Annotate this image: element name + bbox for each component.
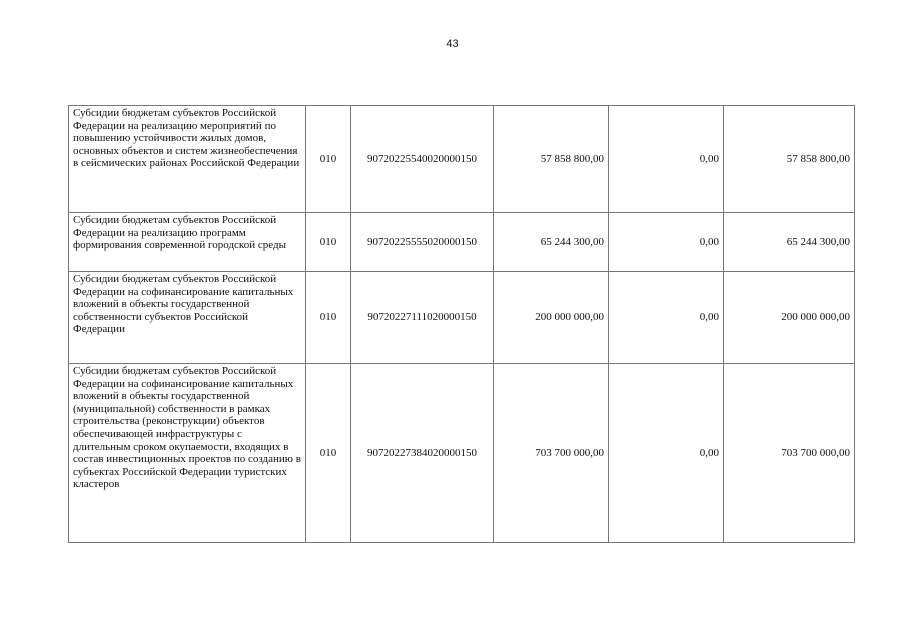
row-amount: 57 858 800,00: [494, 106, 609, 213]
row-amount: 65 244 300,00: [494, 213, 609, 272]
row-total: 57 858 800,00: [724, 106, 855, 213]
row-name: Субсидии бюджетам субъектов Российской Федерации на софинансирование капитальных вложений в объекты государственной собственности субъектов Российской Федерации: [69, 272, 306, 364]
row-change: 0,00: [609, 272, 724, 364]
row-change: 0,00: [609, 364, 724, 543]
table-row: [69, 106, 855, 213]
row-change: 0,00: [609, 106, 724, 213]
row-kbk: 90720225540020000150: [351, 106, 494, 213]
row-total: 703 700 000,00: [724, 364, 855, 543]
row-name: Субсидии бюджетам субъектов Российской Федерации на реализацию мероприятий по повышению устойчивости жилых домов, основных объектов и систем жизнеобеспечения в сейсмических районах Российской Федерации: [69, 106, 306, 213]
row-code: 010: [306, 364, 351, 543]
row-code: 010: [306, 272, 351, 364]
row-change: 0,00: [609, 213, 724, 272]
table-row: [69, 272, 855, 364]
row-total: 200 000 000,00: [724, 272, 855, 364]
row-amount: 703 700 000,00: [494, 364, 609, 543]
row-kbk: 90720227111020000150: [351, 272, 494, 364]
table-row: [69, 213, 855, 272]
row-name: Субсидии бюджетам субъектов Российской Федерации на реализацию программ формирования современной городской среды: [69, 213, 306, 272]
row-total: 65 244 300,00: [724, 213, 855, 272]
row-name: Субсидии бюджетам субъектов Российской Федерации на софинансирование капитальных вложений в объекты государственной (муниципальной) собственности в рамках строительства (реконструкции) объектов обеспечивающей инфраструктуры с длительным сроком окупаемости, входящих в состав инвестиционных проектов по созданию в субъектах Российской Федерации туристских кластеров: [69, 364, 306, 543]
row-code: 010: [306, 106, 351, 213]
row-amount: 200 000 000,00: [494, 272, 609, 364]
budget-table: [68, 105, 855, 543]
row-kbk: 90720225555020000150: [351, 213, 494, 272]
row-kbk: 90720227384020000150: [351, 364, 494, 543]
page-number: 43: [446, 38, 459, 50]
table-row: [69, 364, 855, 543]
row-code: 010: [306, 213, 351, 272]
